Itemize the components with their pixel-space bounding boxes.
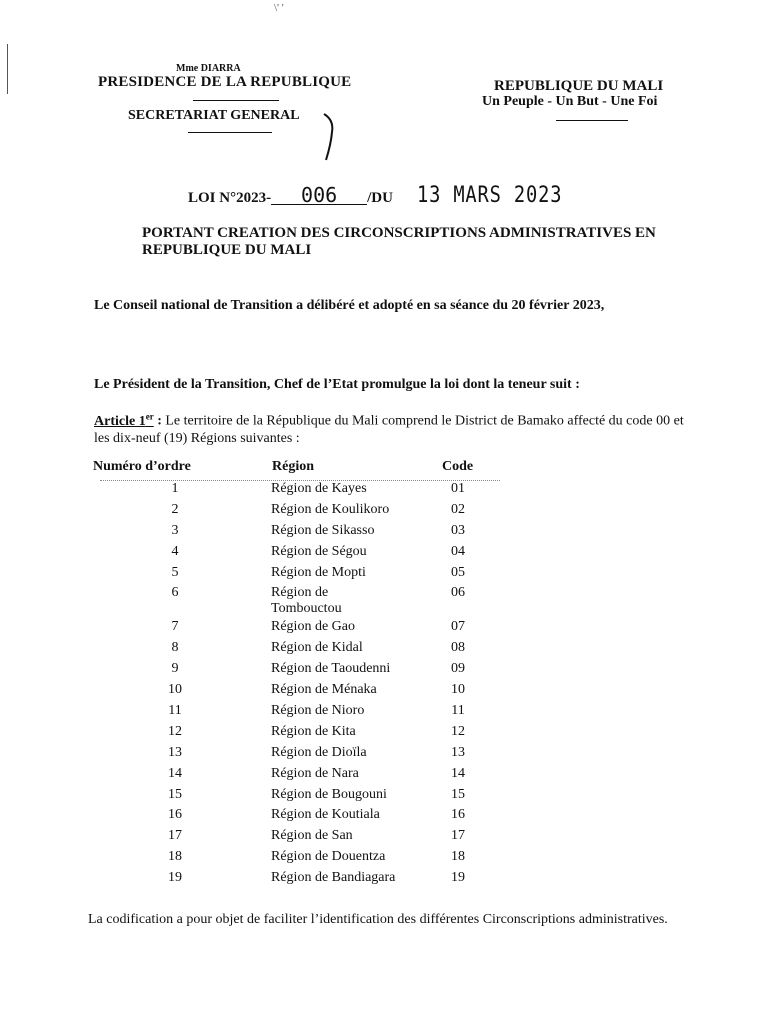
republic-heading: REPUBLIQUE DU MALI bbox=[494, 78, 664, 94]
table-row: 18 Région de Douentza 18 bbox=[168, 849, 465, 865]
secretariat-heading: SECRETARIAT GENERAL bbox=[128, 108, 300, 123]
author-initials: Mme DIARRA bbox=[176, 63, 241, 74]
council-statement: Le Conseil national de Transition a délibéré et adopté en sa séance du 20 février 2023, bbox=[94, 298, 605, 313]
scan-mark: \' ' bbox=[274, 2, 284, 14]
codification-note: La codification a pour objet de faciliter l’identification des différentes Circonscriptions administratives. bbox=[88, 912, 668, 927]
header-divider-left-2 bbox=[188, 132, 272, 133]
table-row: 15 Région de Bougouni 15 bbox=[168, 786, 465, 802]
article-1: Article 1er : Le territoire de la République du Mali comprend le District de Bamako affecté du code 00 et les dix-neuf (19) Régions suivantes : bbox=[94, 411, 684, 446]
table-header-code: Code bbox=[442, 459, 474, 474]
law-du: /DU bbox=[367, 190, 393, 206]
table-row: 8 Région de Kidal 08 bbox=[171, 640, 465, 656]
header-divider-right bbox=[556, 120, 628, 121]
table-row: 12 Région de Kita 12 bbox=[168, 723, 465, 739]
table-row: 7 Région de Gao 07 bbox=[171, 619, 465, 635]
table-row: 2 Région de Koulikoro 02 bbox=[171, 501, 465, 517]
article-1-title: Article 1er bbox=[94, 411, 154, 429]
table-row: 6 Région de Tombouctou 06 bbox=[171, 585, 465, 617]
law-title: PORTANT CREATION DES CIRCONSCRIPTIONS ADMINISTRATIVES EN REPUBLIQUE DU MALI bbox=[142, 225, 656, 258]
law-number-stamp: 006 bbox=[271, 186, 367, 205]
table-row: 17 Région de San 17 bbox=[168, 828, 465, 844]
table-row: 10 Région de Ménaka 10 bbox=[168, 682, 465, 698]
scan-edge-line bbox=[7, 44, 8, 94]
table-row: 13 Région de Dioïla 13 bbox=[168, 744, 465, 760]
table-row: 3 Région de Sikasso 03 bbox=[171, 522, 465, 538]
law-number-line bbox=[188, 183, 588, 208]
regions-table bbox=[0, 481, 768, 891]
table-row: 11 Région de Nioro 11 bbox=[168, 703, 465, 719]
table-row: 9 Région de Taoudenni 09 bbox=[171, 661, 465, 677]
article-1-text: Le territoire de la République du Mali comprend le District de Bamako affecté du code 00 et les dix-neuf (19) Régions suivantes : bbox=[94, 413, 684, 446]
law-prefix: LOI N°2023- bbox=[188, 190, 272, 206]
table-row: 5 Région de Mopti 05 bbox=[171, 564, 465, 580]
table-row: 14 Région de Nara 14 bbox=[168, 765, 465, 781]
table-row: 19 Région de Bandiagara 19 bbox=[168, 870, 465, 886]
header-divider-left bbox=[193, 100, 279, 101]
table-row: 16 Région de Koutiala 16 bbox=[168, 807, 465, 823]
national-motto: Un Peuple - Un But - Une Foi bbox=[482, 94, 658, 109]
table-row: 1 Région de Kayes 01 bbox=[171, 481, 465, 496]
table-header-number: Numéro d’ordre bbox=[93, 459, 191, 474]
presidence-heading: PRESIDENCE DE LA REPUBLIQUE bbox=[98, 74, 352, 90]
handwritten-bracket-mark bbox=[320, 110, 342, 164]
table-row: 4 Région de Ségou 04 bbox=[171, 543, 465, 559]
law-date-stamp: 13 MARS 2023 bbox=[416, 183, 563, 208]
table-header-region: Région bbox=[272, 459, 314, 474]
president-statement: Le Président de la Transition, Chef de l’Etat promulgue la loi dont la teneur suit : bbox=[94, 377, 580, 392]
